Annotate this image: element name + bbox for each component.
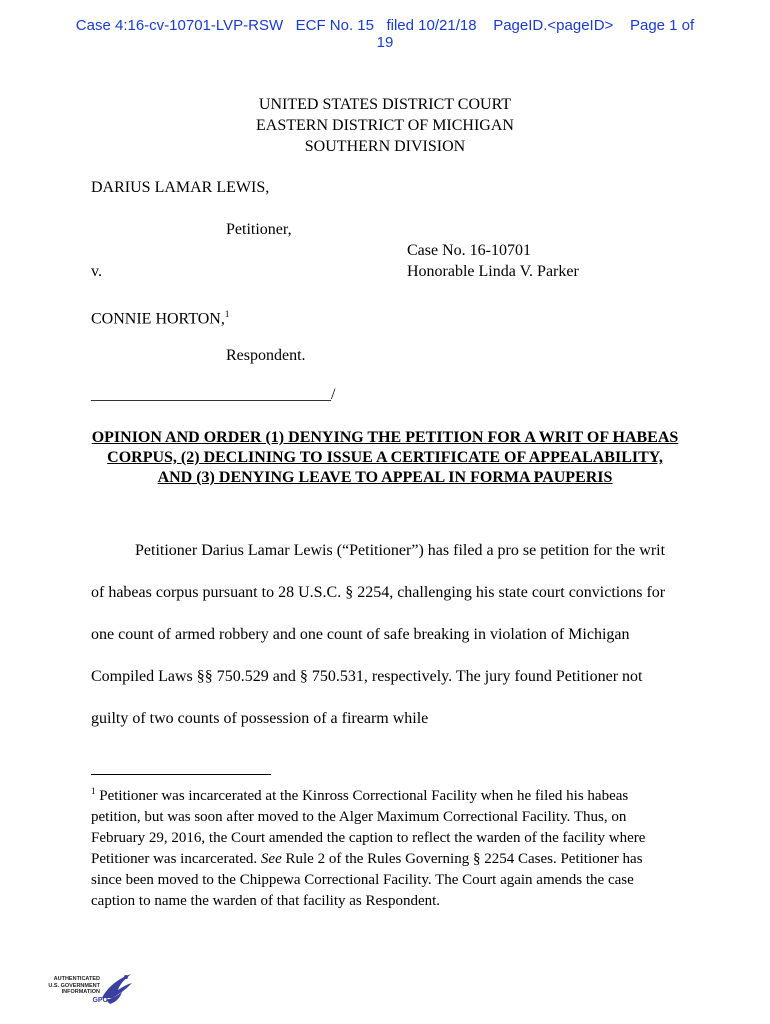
caption-separator: ______________________________/ [91,386,336,403]
gpo-logo-line3: INFORMATION [61,989,100,995]
footnote-text-a: Petitioner was incarcerated at the Kinross Correctional Facility when he filed his habeas petition, but was soon after moved to the Alger Maximum Correctional Facility. Thus, on February 29, 2016, the Court amended the caption to reflect the warden of the facility where Petitioner was incarcerated. [91,788,646,867]
ecf-header-line1: Case 4:16-cv-10701-LVP-RSW ECF No. 15 filed 10/21/18 PageID.<pageID> Page 1 of [75,17,695,34]
case-number: Case No. 16-10701 [407,242,531,259]
footnote-text-b: Rule 2 of the Rules Governing § 2254 Cases. Petitioner has since been moved to the Chippewa Correctional Facility. The Court again amends the case caption to name the warden of that facility as Respondent. [91,851,643,909]
body-paragraph [91,530,671,740]
footnote-mark: 1 [91,786,96,796]
opinion-title: OPINION AND ORDER (1) DENYING THE PETITION FOR A WRIT OF HABEAS CORPUS, (2) DECLINING TO ISSUE A CERTIFICATE OF APPEALABILITY, AND (3) DENYING LEAVE TO APPEAL IN FORMA PAUPERIS [91,429,679,486]
gpo-logo-line1: AUTHENTICATED [53,976,100,982]
gpo-logo-mark: GPO [92,997,108,1004]
respondent-footnote-mark: 1 [224,309,230,319]
footnote-see: See [260,851,282,867]
respondent-name: CONNIE HORTON, [91,310,225,328]
respondent-line [91,304,229,329]
ecf-header [60,17,710,51]
court-district: EASTERN DISTRICT OF MICHIGAN [256,117,514,134]
eagle-icon [98,968,134,1012]
petitioner-name: DARIUS LAMAR LEWIS, [91,179,270,196]
court-heading [0,94,770,157]
respondent-role: Respondent. [226,347,306,364]
ecf-header-line2: 19 [376,34,394,51]
gpo-authentication-logo [40,968,136,1012]
petitioner-role: Petitioner, [226,221,292,238]
footnote-rule [91,774,271,775]
judge-name: Honorable Linda V. Parker [407,263,579,280]
court-name: UNITED STATES DISTRICT COURT [258,96,512,113]
body-paragraph-text: Petitioner Darius Lamar Lewis (“Petitioner”) has filed a pro se petition for the writ of habeas corpus pursuant to 28 U.S.C. § 2254, challenging his state court convictions for one count of armed robbery and one count of safe breaking in violation of Michigan Compiled Laws §§ 750.529 and § 750.531, respectively. The jury found Petitioner not guilty of two counts of possession of a firearm while [91,542,666,727]
court-division: SOUTHERN DIVISION [304,138,466,155]
gpo-logo-line2: U.S. GOVERNMENT [48,982,100,989]
versus: v. [91,263,102,280]
gpo-logo-text [40,976,100,996]
footnote [91,786,676,912]
